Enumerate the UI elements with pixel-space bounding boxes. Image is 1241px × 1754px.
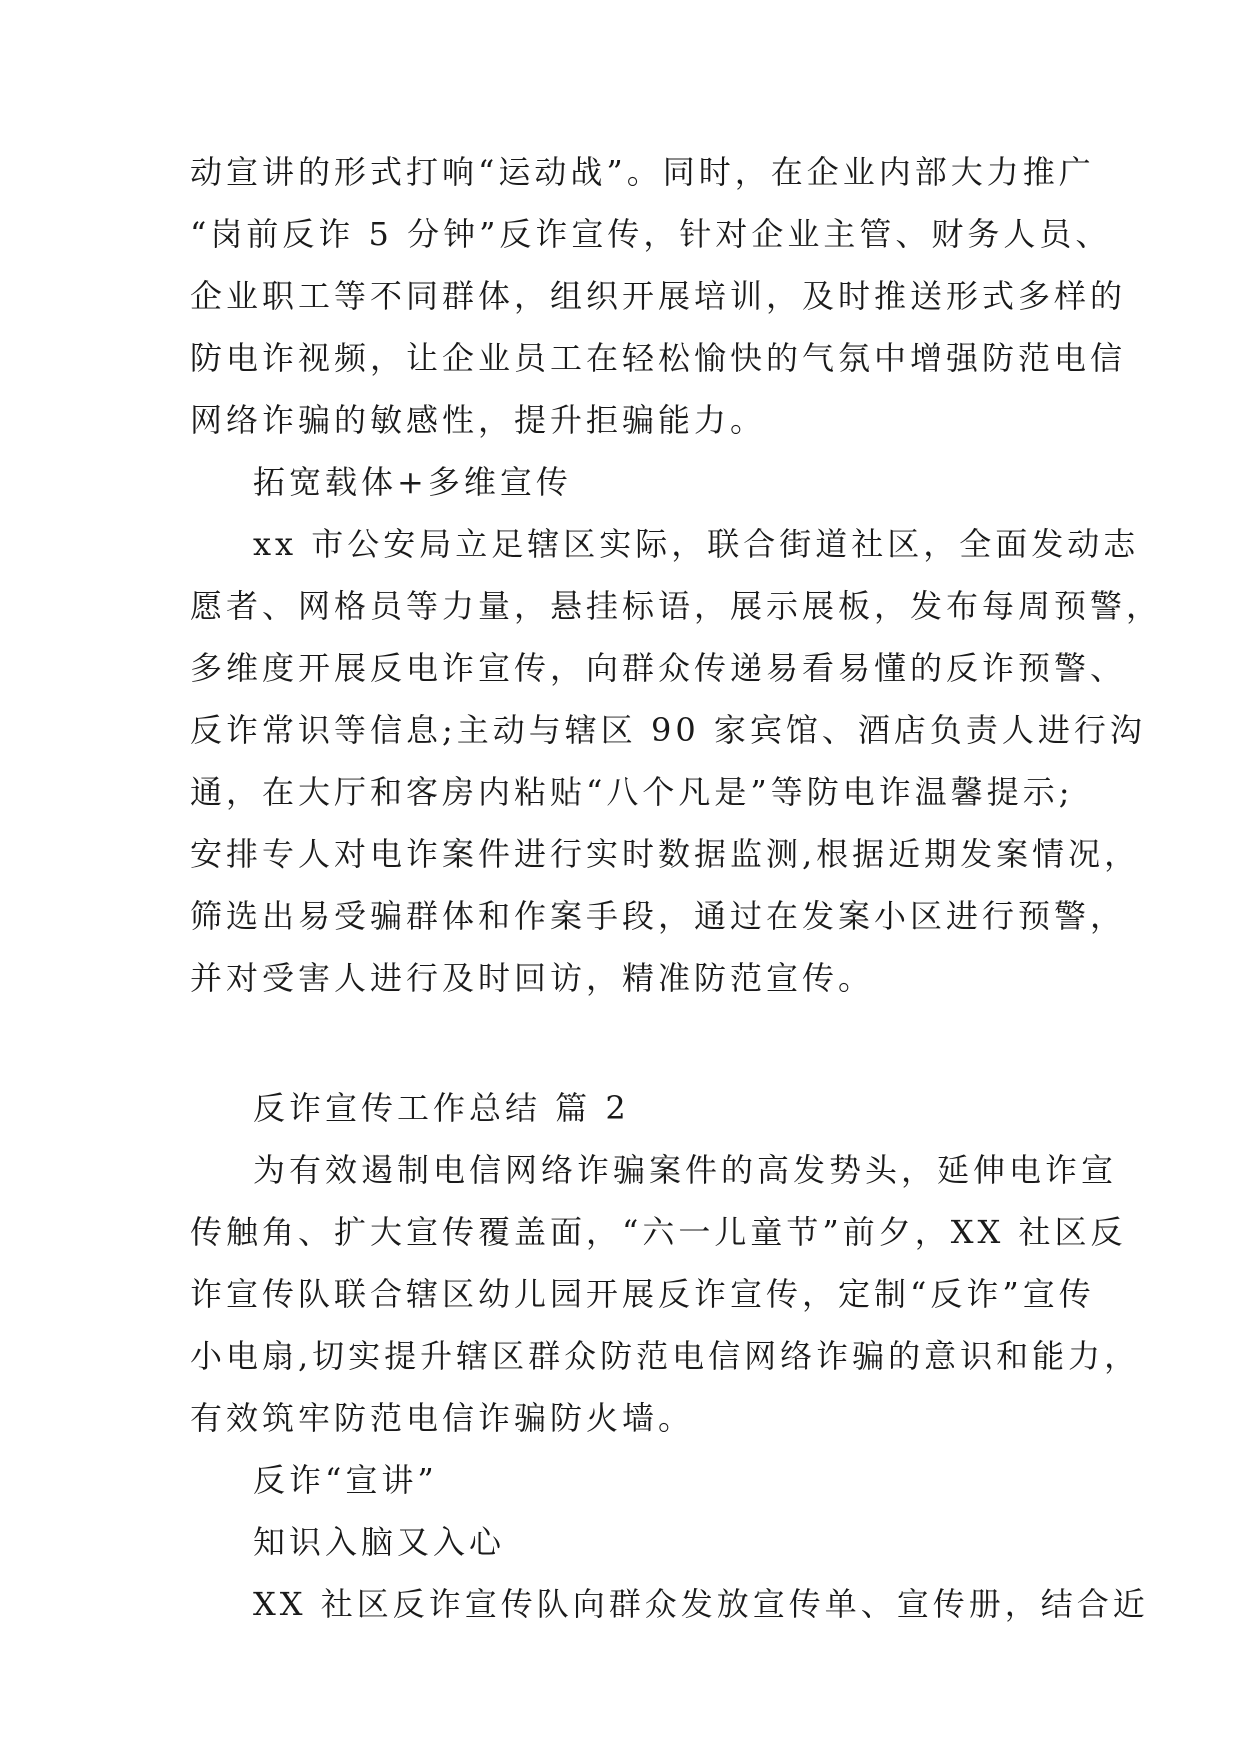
paragraph-line: 网络诈骗的敏感性，提升拒骗能力。 [190, 401, 767, 439]
paragraph-line: 小电扇,切实提升辖区群众防范电信网络诈骗的意识和能力， [190, 1337, 1141, 1375]
paragraph-line: 多维度开展反电诈宣传，向群众传递易看易懂的反诈预警、 [190, 649, 1127, 687]
paragraph-line: 通，在大厅和客房内粘贴“八个凡是”等防电诈温馨提示; [190, 773, 1074, 811]
paragraph-line: XX 社区反诈宣传队向群众发放宣传单、宣传册，结合近 [253, 1585, 1149, 1623]
paragraph-line: 愿者、网格员等力量，悬挂标语，展示展板，发布每周预警， [190, 587, 1163, 625]
section-heading: 拓宽载体+多维宣传 [253, 463, 572, 501]
paragraph-line: xx 市公安局立足辖区实际，联合街道社区，全面发动志 [253, 525, 1140, 563]
paragraph-line: 企业职工等不同群体，组织开展培训，及时推送形式多样的 [190, 277, 1127, 315]
paragraph-line: 反诈常识等信息;主动与辖区 90 家宾馆、酒店负责人进行沟 [190, 711, 1146, 749]
paragraph-line: 为有效遏制电信网络诈骗案件的高发势头，延伸电诈宣 [253, 1151, 1118, 1189]
paragraph-line: 筛选出易受骗群体和作案手段，通过在发案小区进行预警， [190, 897, 1127, 935]
paragraph-line: 并对受害人进行及时回访，精准防范宣传。 [190, 959, 875, 997]
paragraph-line: 安排专人对电诈案件进行实时数据监测,根据近期发案情况， [190, 835, 1141, 873]
paragraph-line: 防电诈视频，让企业员工在轻松愉快的气氛中增强防范电信 [190, 339, 1127, 377]
section-heading: 反诈“宣讲” [253, 1461, 438, 1499]
section-heading: 知识入脑又入心 [253, 1523, 506, 1561]
paragraph-line: 动宣讲的形式打响“运动战”。同时，在企业内部大力推广 [190, 153, 1095, 191]
paragraph-line: “岗前反诈 5 分钟”反诈宣传，针对企业主管、财务人员、 [190, 215, 1112, 253]
paragraph-line: 有效筑牢防范电信诈骗防火墙。 [190, 1399, 695, 1437]
article-title: 反诈宣传工作总结 篇 2 [253, 1089, 630, 1127]
paragraph-line: 传触角、扩大宣传覆盖面，“六一儿童节”前夕，XX 社区反 [190, 1213, 1127, 1251]
paragraph-line: 诈宣传队联合辖区幼儿园开展反诈宣传，定制“反诈”宣传 [190, 1275, 1095, 1313]
